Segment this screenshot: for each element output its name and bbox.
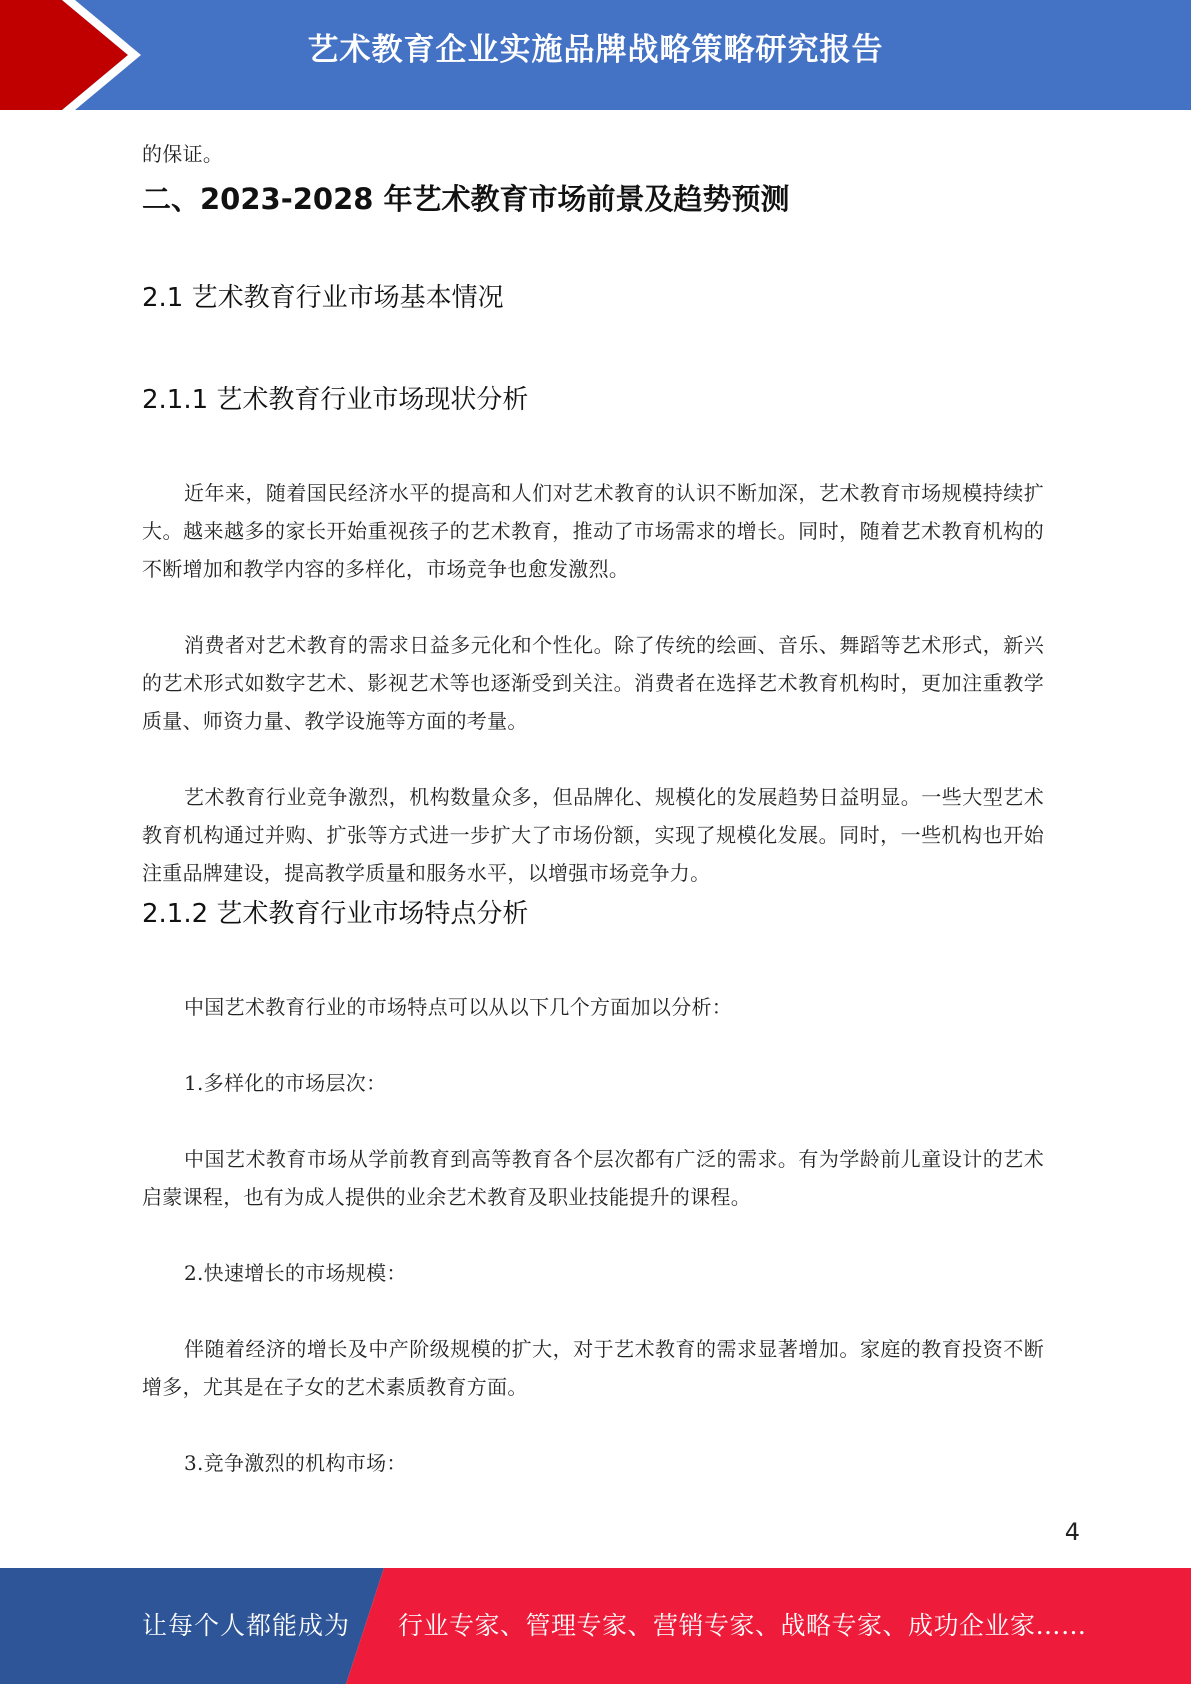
subsub1-title: 2.1.1 艺术教育行业市场现状分析 — [142, 385, 529, 415]
paragraph-1: 近年来，随着国民经济水平的提高和人们对艺术教育的认识不断加深，艺术教育市场规模持续扩大。越来越多的家长开始重视孩子的艺术教育，推动了市场需求的增长。同时，随着艺术教育机构的不断增加和教学内容的多样化，市场竞争也愈发激烈。 — [142, 481, 1044, 581]
header-title: 艺术教育企业实施品牌战略策略研究报告 — [307, 32, 884, 68]
footer-slogan-left: 让每个人都能成为 — [142, 1611, 351, 1640]
list-item-3: 3.竞争激烈的机构市场： — [184, 1451, 407, 1475]
section-title: 二、2023-2028 年艺术教育市场前景及趋势预测 — [142, 182, 790, 216]
subsection-title: 2.1 艺术教育行业市场基本情况 — [142, 283, 504, 313]
paragraph-5: 中国艺术教育市场从学前教育到高等教育各个层次都有广泛的需求。有为学龄前儿童设计的艺术启蒙课程，也有为成人提供的业余艺术教育及职业技能提升的课程。 — [142, 1147, 1044, 1209]
paragraph-3: 艺术教育行业竞争激烈，机构数量众多，但品牌化、规模化的发展趋势日益明显。一些大型艺术教育机构通过并购、扩张等方式进一步扩大了市场份额，实现了规模化发展。同时，一些机构也开始注重品牌建设，提高教学质量和服务水平，以增强市场竞争力。 — [142, 785, 1044, 885]
page-footer — [0, 1568, 1191, 1684]
paragraph-2: 消费者对艺术教育的需求日益多元化和个性化。除了传统的绘画、音乐、舞蹈等艺术形式，新兴的艺术形式如数字艺术、影视艺术等也逐渐受到关注。消费者在选择艺术教育机构时，更加注重教学质量、师资力量、教学设施等方面的考量。 — [142, 633, 1044, 733]
subsub2-title: 2.1.2 艺术教育行业市场特点分析 — [142, 899, 529, 929]
page-number: 4 — [1064, 1518, 1080, 1546]
list-item-1: 1.多样化的市场层次： — [184, 1071, 387, 1095]
list-item-2: 2.快速增长的市场规模： — [184, 1261, 407, 1285]
lead-text: 的保证。 — [142, 142, 224, 166]
document-body — [142, 110, 1044, 1482]
paragraph-4: 中国艺术教育行业的市场特点可以从以下几个方面加以分析： — [184, 995, 733, 1019]
footer-slogan-right: 行业专家、管理专家、营销专家、战略专家、成功企业家…… — [398, 1611, 1087, 1640]
paragraph-6: 伴随着经济的增长及中产阶级规模的扩大，对于艺术教育的需求显著增加。家庭的教育投资不断增多，尤其是在子女的艺术素质教育方面。 — [142, 1337, 1044, 1399]
page-header — [0, 0, 1191, 110]
